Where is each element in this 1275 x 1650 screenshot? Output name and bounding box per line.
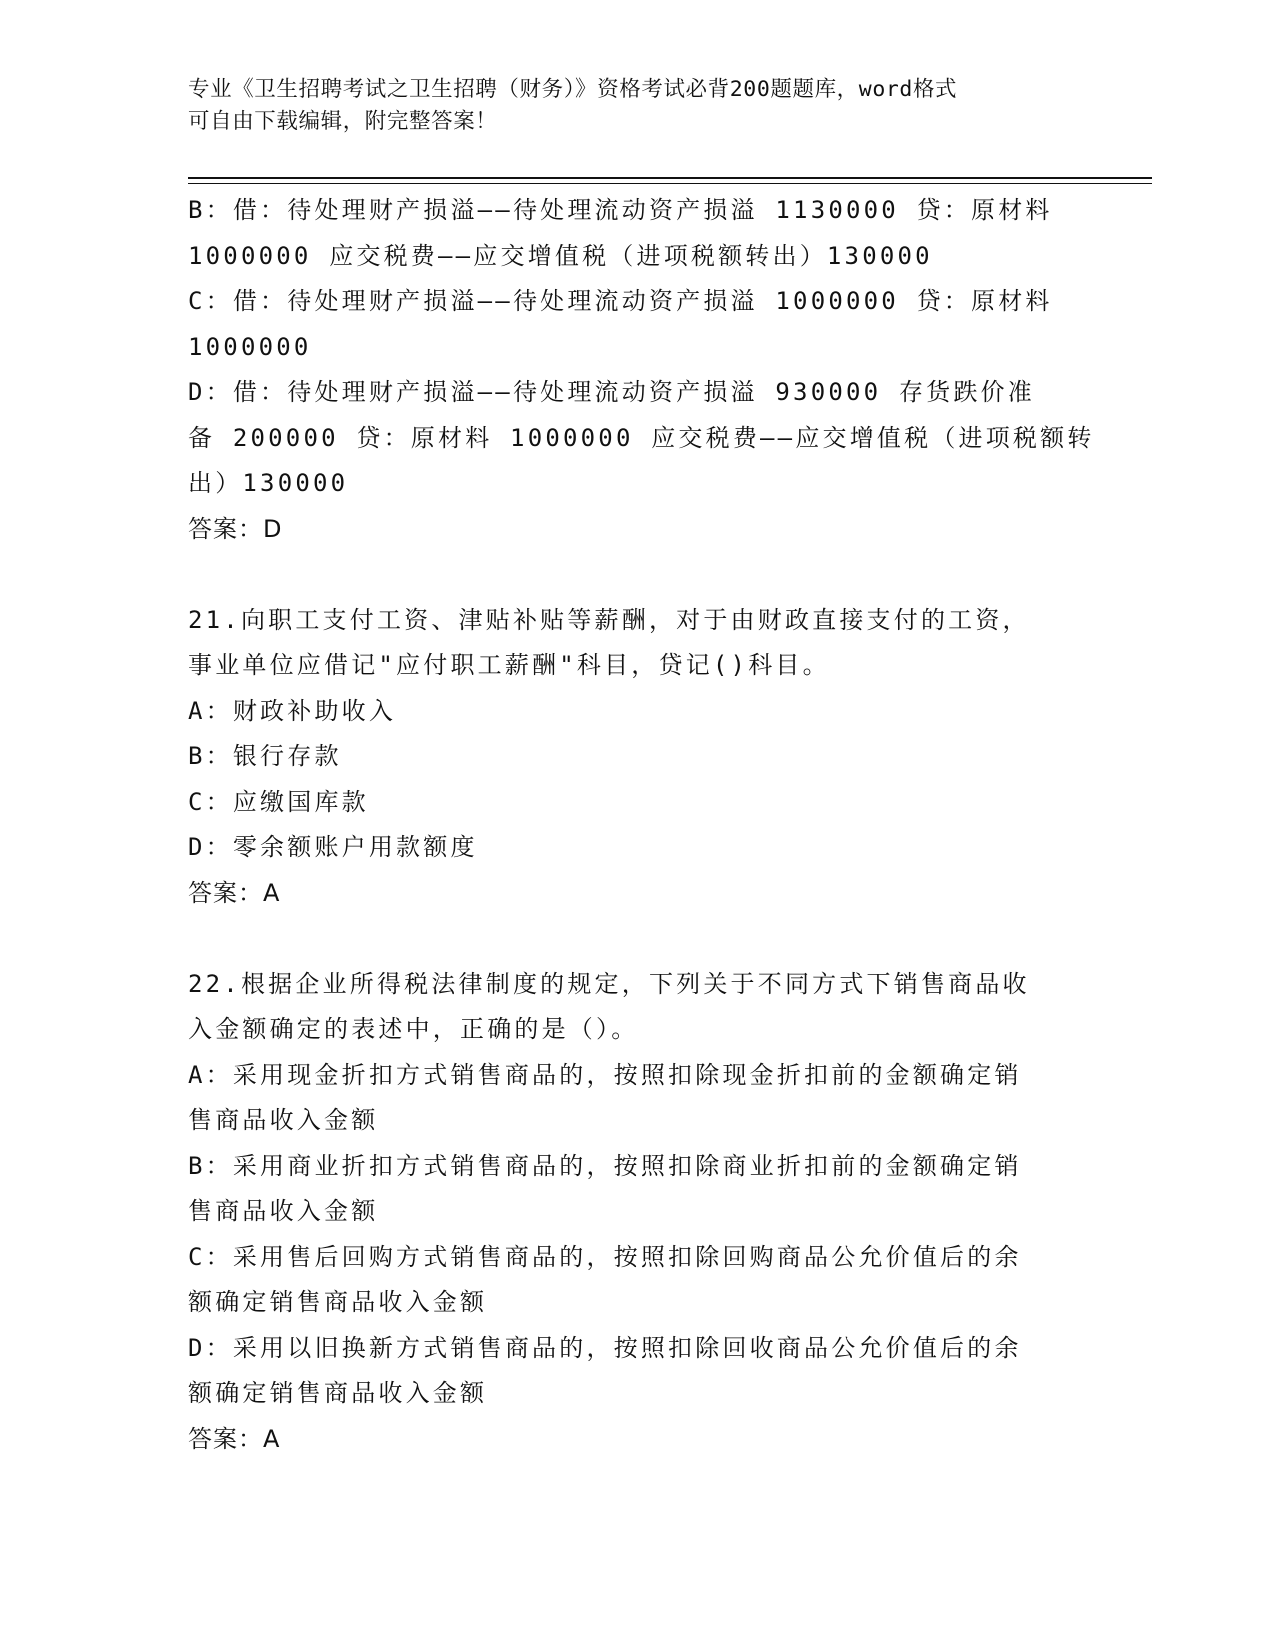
q21-stem-line-1: 21.向职工支付工资、津贴补贴等薪酬，对于由财政直接支付的工资， — [188, 605, 1030, 634]
q21-option-c: C：应缴国库款 — [188, 787, 369, 816]
question-21-block — [188, 598, 1088, 917]
q20-option-d-line-2: 备 200000 贷：原材料 1000000 应交税费——应交增值税（进项税额转 — [188, 423, 1095, 452]
q22-option-c-line-2: 额确定销售商品收入金额 — [188, 1288, 488, 1316]
q22-answer: 答案：A — [188, 1424, 281, 1453]
document-header — [188, 74, 1088, 138]
q20-answer: 答案：D — [188, 514, 283, 543]
header-line-2: 可自由下载编辑，附完整答案！ — [188, 109, 498, 134]
q22-option-a-line-2: 售商品收入金额 — [188, 1106, 379, 1134]
q20-option-b-line-1: B：借：待处理财产损溢——待处理流动资产损溢 1130000 贷：原材料 — [188, 196, 1053, 224]
q22-stem-line-2: 入金额确定的表述中，正确的是（）。 — [188, 1015, 639, 1043]
q20-option-d-line-1: D：借：待处理财产损溢——待处理流动资产损溢 930000 存货跌价准 — [188, 378, 1035, 406]
question-22-block — [188, 962, 1088, 1463]
document-body — [188, 188, 1095, 1462]
q21-option-b: B：银行存款 — [188, 742, 342, 770]
q22-stem-line-1: 22.根据企业所得税法律制度的规定，下列关于不同方式下销售商品收 — [188, 969, 1030, 998]
q21-option-d: D：零余额账户用款额度 — [188, 833, 478, 861]
spacer — [188, 552, 1088, 598]
header-divider-thick — [188, 177, 1152, 179]
q20-option-c-line-1: C：借：待处理财产损溢——待处理流动资产损溢 1000000 贷：原材料 — [188, 287, 1053, 315]
q21-stem-line-2: 事业单位应借记"应付职工薪酬"科目，贷记()科目。 — [188, 651, 830, 679]
q22-option-b-line-2: 售商品收入金额 — [188, 1197, 379, 1225]
question-20-block — [188, 188, 1095, 552]
header-divider-thin — [188, 183, 1152, 184]
q21-option-a: A：财政补助收入 — [188, 696, 397, 725]
q22-option-b-line-1: B：采用商业折扣方式销售商品的，按照扣除商业折扣前的金额确定销 — [188, 1151, 1022, 1180]
q21-answer: 答案：A — [188, 878, 281, 907]
q20-option-d-line-3: 出）130000 — [188, 469, 349, 497]
q22-option-a-line-1: A：采用现金折扣方式销售商品的，按照扣除现金折扣前的金额确定销 — [188, 1060, 1022, 1089]
spacer — [188, 916, 1088, 962]
q20-option-c-line-2: 1000000 — [188, 332, 312, 361]
header-line-1: 专业《卫生招聘考试之卫生招聘（财务）》资格考试必背200题题库，word格式 — [188, 77, 958, 102]
q20-option-b-line-2: 1000000 应交税费——应交增值税（进项税额转出）130000 — [188, 241, 933, 270]
q22-option-c-line-1: C：采用售后回购方式销售商品的，按照扣除回购商品公允价值后的余 — [188, 1242, 1022, 1271]
q22-option-d-line-2: 额确定销售商品收入金额 — [188, 1379, 488, 1407]
q22-option-d-line-1: D：采用以旧换新方式销售商品的，按照扣除回收商品公允价值后的余 — [188, 1333, 1022, 1362]
